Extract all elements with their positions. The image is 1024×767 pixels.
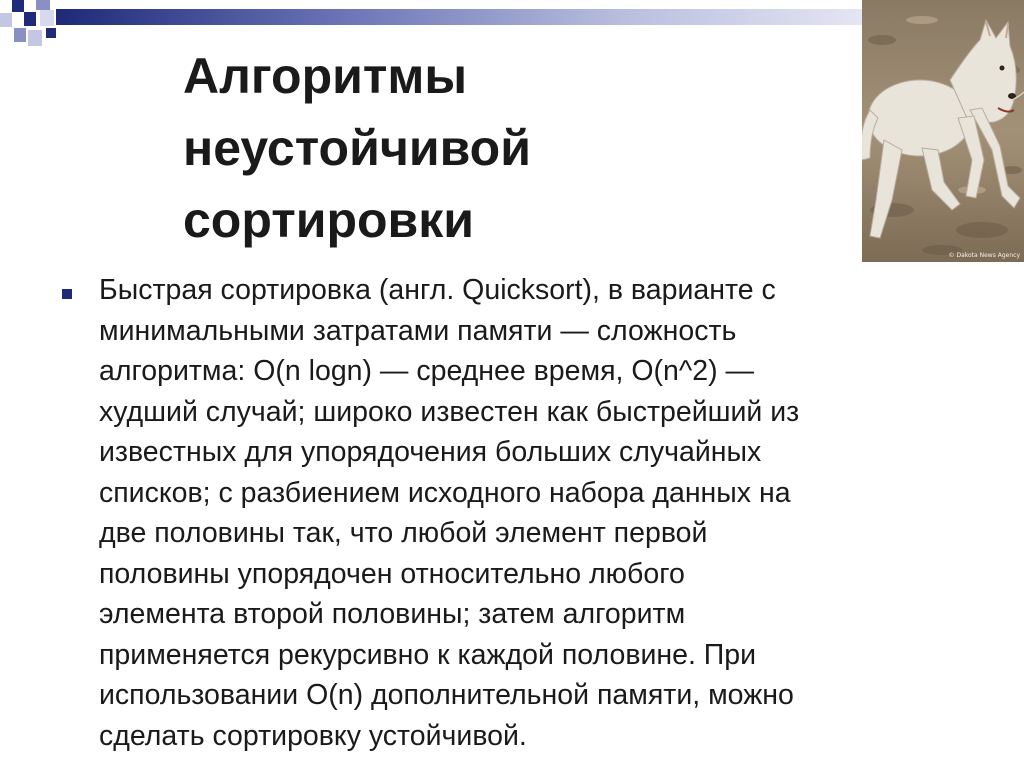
bullet-line: известных для упорядочения больших случайных (99, 436, 762, 468)
slide-title (183, 40, 853, 256)
deco-square (28, 30, 42, 46)
header-gradient-bar (56, 9, 864, 25)
photo-caption: © Dakota News Agency (948, 252, 1020, 259)
title-line: Алгоритмы (183, 48, 468, 104)
deco-square (24, 12, 36, 26)
deco-square (0, 13, 12, 27)
wolf-photo (862, 0, 1024, 262)
bullet-line: алгоритма: O(n logn) — среднее время, O(n^2) — (99, 355, 754, 387)
bullet-line: списков; с разбиением исходного набора данных на (99, 476, 791, 509)
deco-square (36, 0, 50, 10)
deco-square (12, 0, 24, 12)
bullet-line: половины упорядочен относительно любого (99, 557, 685, 590)
title-line: сортировки (183, 192, 475, 248)
bullet-line: две половины так, что любой элемент первой (99, 517, 708, 549)
bullet-line: использовании O(n) дополнительной памяти, можно (99, 679, 794, 711)
square-bullet-icon (62, 289, 72, 299)
bullet-line: применяется рекурсивно к каждой половине. При (99, 638, 757, 671)
bullet-line: худший случай; широко известен как быстрейший из (99, 395, 800, 428)
bullet-line: Быстрая сортировка (англ. Quicksort), в варианте с (99, 274, 776, 306)
bullet-line: минимальными затратами памяти — сложность (99, 314, 737, 347)
deco-square (14, 28, 26, 42)
bullet-line: сделать сортировку устойчивой. (99, 719, 527, 752)
deco-square (46, 28, 56, 38)
bullet-line: элемента второй половины; затем алгоритм (99, 598, 686, 630)
title-line: неустойчивой (183, 120, 531, 176)
deco-square (40, 10, 54, 26)
bullet-text (99, 270, 959, 756)
wolf-image-icon (862, 0, 1024, 262)
